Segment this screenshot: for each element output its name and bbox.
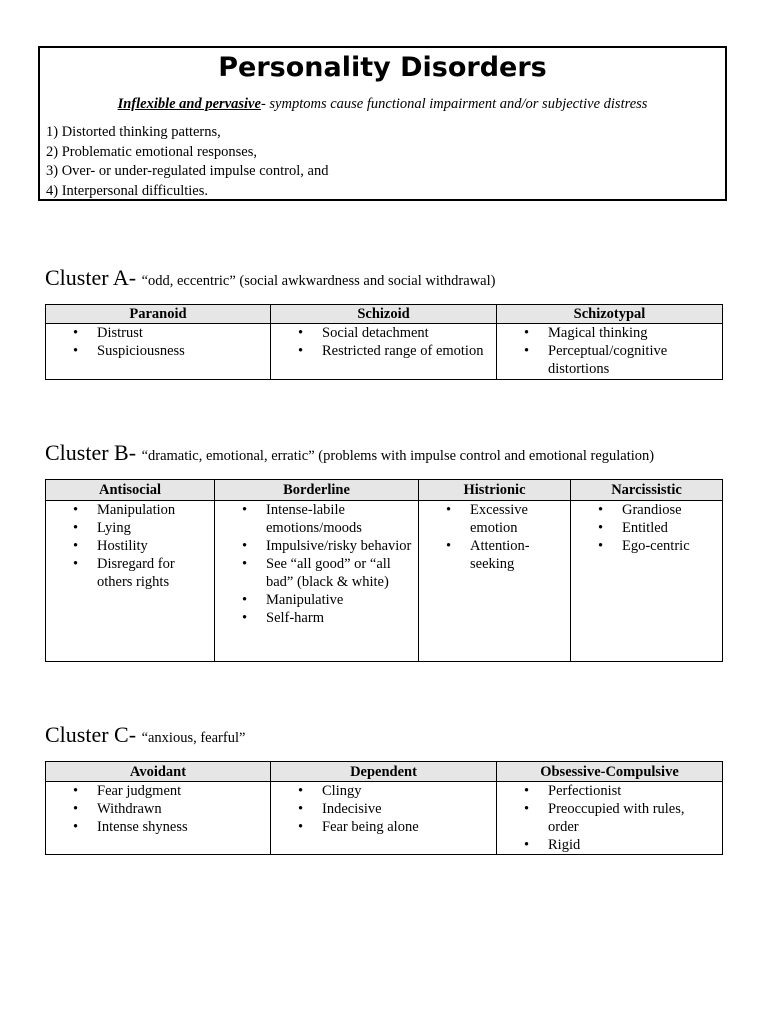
criteria-item: 4) Interpersonal difficulties. — [46, 182, 208, 199]
cluster-b-table — [45, 479, 723, 662]
symptom-item: • Fear judgment — [46, 782, 270, 800]
symptom-item: • Manipulative — [215, 591, 418, 609]
table-row — [46, 501, 723, 662]
cluster-c-description: “anxious, fearful” — [141, 730, 246, 746]
criteria-item: 1) Distorted thinking patterns, — [46, 124, 221, 140]
symptom-item: • Lying — [46, 519, 214, 537]
symptom-item: • Suspiciousness — [46, 342, 270, 360]
column-header: Narcissistic — [571, 480, 723, 501]
symptom-cell — [46, 501, 215, 662]
column-header: Dependent — [271, 762, 497, 782]
column-header: Obsessive-Compulsive — [497, 762, 723, 782]
symptom-item: • Social detachment — [271, 324, 496, 342]
symptom-item: • Indecisive — [271, 800, 496, 818]
column-header: Schizotypal — [497, 305, 723, 324]
criteria-item: 3) Over- or under-regulated impulse control, and — [46, 163, 329, 179]
table-row — [46, 782, 723, 855]
table-row — [46, 324, 723, 380]
definition-term: Inflexible and pervasive — [117, 96, 261, 112]
symptom-item: • Magical thinking — [497, 324, 722, 342]
symptom-item: • Perceptual/cognitive distortions — [497, 342, 722, 378]
symptom-item: • Hostility — [46, 537, 214, 555]
column-header: Schizoid — [271, 305, 497, 324]
definition-text: - symptoms cause functional impairment and/or subjective distress — [260, 96, 648, 112]
cluster-c-table — [45, 761, 723, 855]
symptom-item: • Excessive emotion — [419, 501, 570, 537]
symptom-item: • Manipulation — [46, 501, 214, 519]
symptom-item: • Impulsive/risky behavior — [215, 537, 418, 555]
symptom-cell — [215, 501, 419, 662]
column-header: Histrionic — [419, 480, 571, 501]
symptom-item: • Withdrawn — [46, 800, 270, 818]
table-header-row — [46, 305, 723, 324]
criteria-list — [40, 123, 725, 201]
cluster-a-table — [45, 304, 723, 380]
page-title: Personality Disorders — [218, 52, 547, 83]
symptom-cell — [419, 501, 571, 662]
cluster-c-label: Cluster C- — [45, 722, 137, 747]
symptom-item: • Clingy — [271, 782, 496, 800]
symptom-item: • Intense shyness — [46, 818, 270, 836]
table-header-row — [46, 480, 723, 501]
symptom-item: • Self-harm — [215, 609, 418, 627]
cluster-b-description: “dramatic, emotional, erratic” (problems with impulse control and emotional regulation) — [141, 448, 655, 464]
column-header: Antisocial — [46, 480, 215, 501]
symptom-item: • Rigid — [497, 836, 722, 854]
symptom-cell — [571, 501, 723, 662]
symptom-item: • Ego-centric — [571, 537, 722, 555]
symptom-cell — [497, 782, 723, 855]
intro-box — [38, 46, 727, 201]
symptom-item: • Fear being alone — [271, 818, 496, 836]
column-header: Avoidant — [46, 762, 271, 782]
symptom-item: • Preoccupied with rules, order — [497, 800, 722, 836]
symptom-item: • Attention-seeking — [419, 537, 570, 573]
cluster-a-description: “odd, eccentric” (social awkwardness and social withdrawal) — [141, 273, 496, 289]
symptom-item: • Restricted range of emotion — [271, 342, 496, 360]
symptom-item: • Grandiose — [571, 501, 722, 519]
symptom-item: • Entitled — [571, 519, 722, 537]
symptom-cell — [271, 782, 497, 855]
symptom-item: • Perfectionist — [497, 782, 722, 800]
symptom-cell — [271, 324, 497, 380]
symptom-cell — [497, 324, 723, 380]
symptom-item: • Distrust — [46, 324, 270, 342]
symptom-item: • See “all good” or “all bad” (black & white) — [215, 555, 418, 591]
symptom-item: • Intense-labile emotions/moods — [215, 501, 418, 537]
column-header: Paranoid — [46, 305, 271, 324]
symptom-cell — [46, 324, 271, 380]
criteria-item: 2) Problematic emotional responses, — [46, 143, 258, 160]
cluster-b-label: Cluster B- — [45, 440, 137, 465]
table-header-row — [46, 762, 723, 782]
symptom-cell — [46, 782, 271, 855]
cluster-b-heading — [45, 440, 654, 469]
symptom-item: • Disregard for others rights — [46, 555, 214, 591]
cluster-a-heading — [45, 265, 495, 294]
cluster-c-heading — [45, 722, 245, 751]
cluster-a-label: Cluster A- — [45, 265, 137, 290]
definition — [40, 96, 725, 113]
column-header: Borderline — [215, 480, 419, 501]
